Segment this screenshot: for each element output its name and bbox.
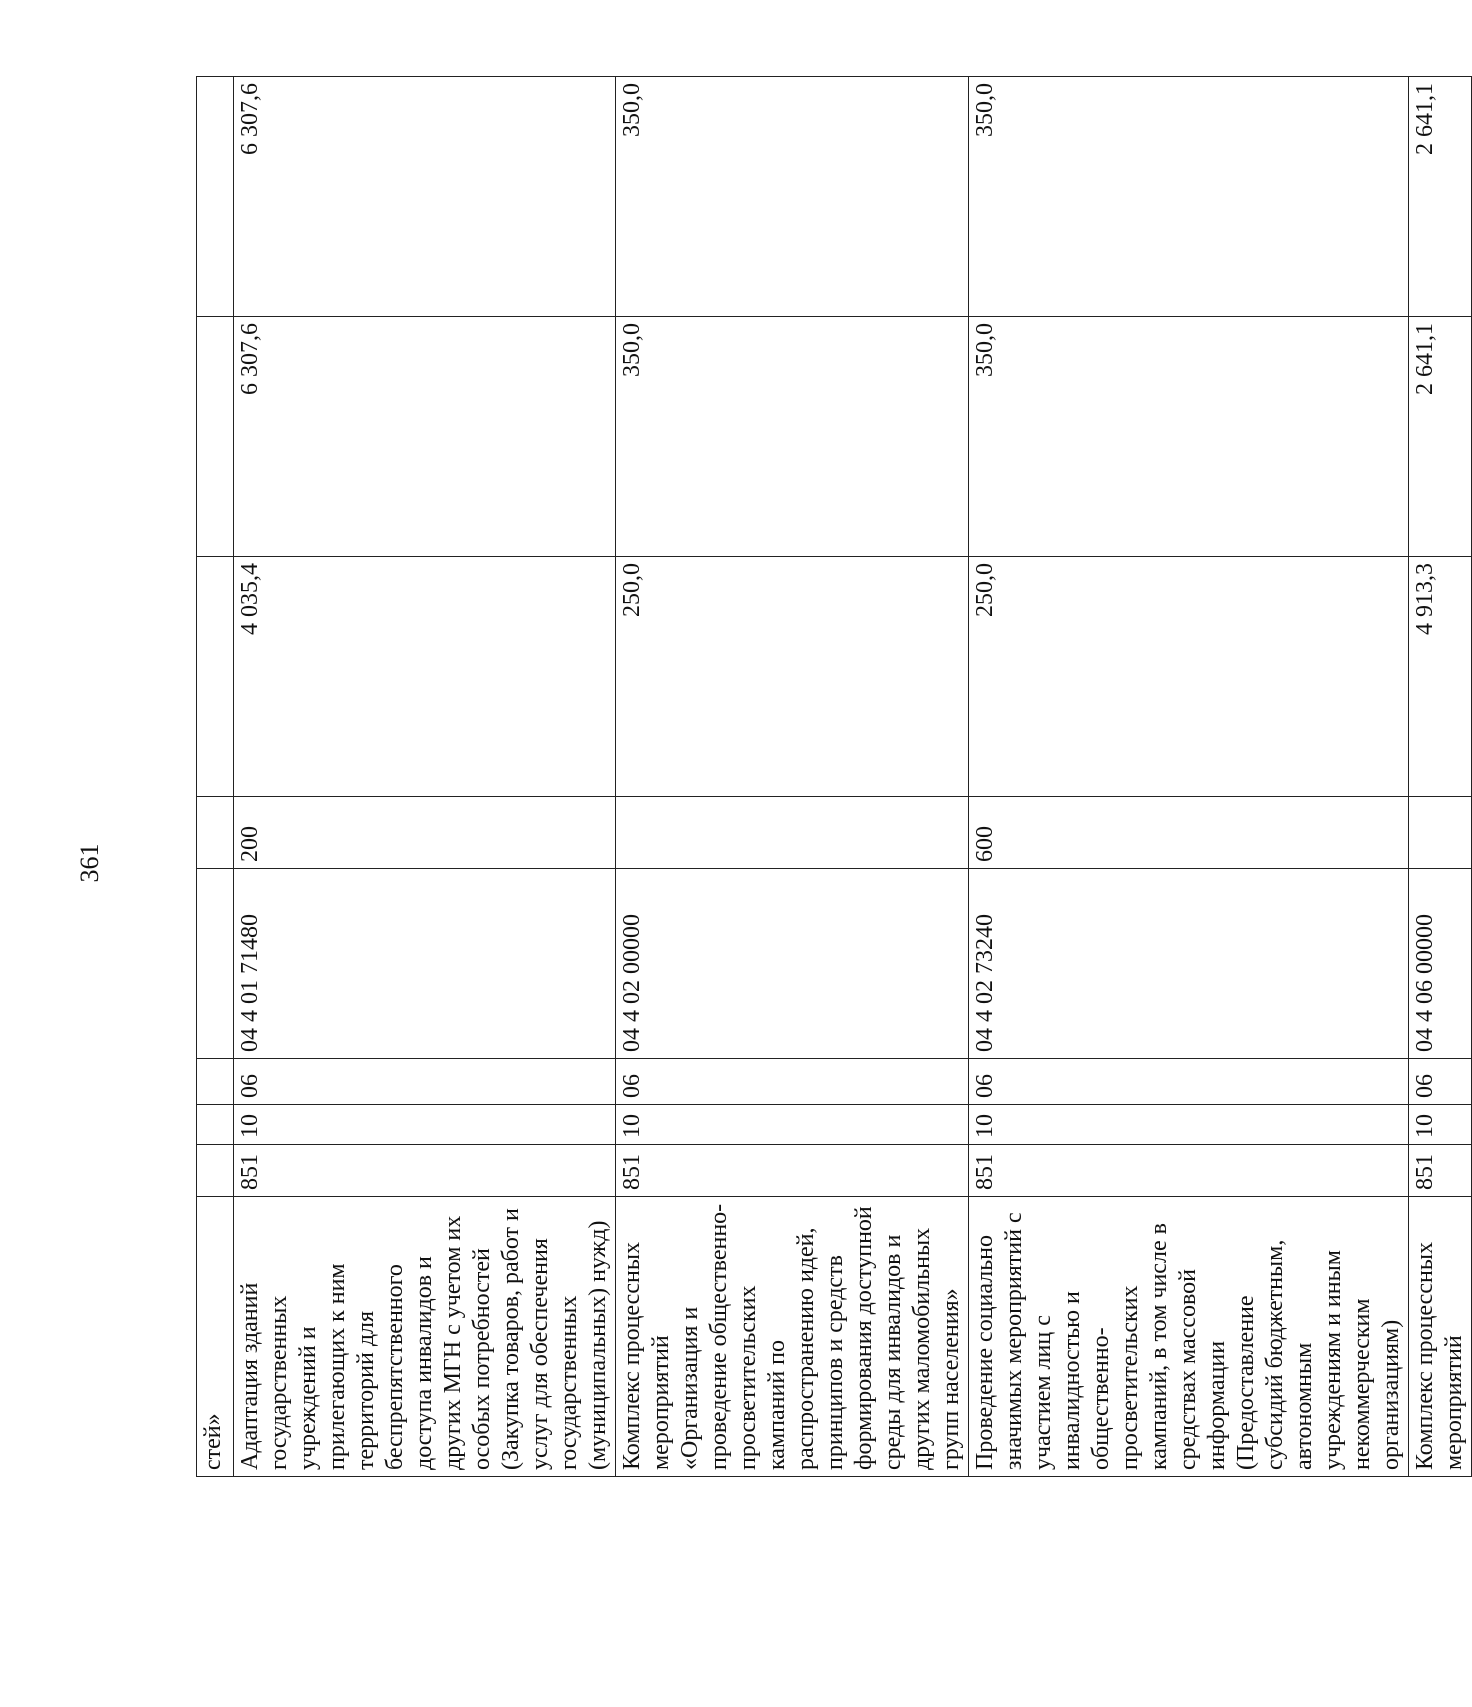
- cell-sum-1: 250,0: [969, 557, 1409, 797]
- table-row: [234, 77, 616, 1477]
- budget-table: [196, 76, 1472, 1477]
- cell-sum-2: 350,0: [969, 317, 1409, 557]
- cell-pr: 06: [234, 1059, 616, 1105]
- cell-rz: 10: [969, 1105, 1409, 1145]
- cell-grbs: 851: [1409, 1145, 1472, 1197]
- row-name: Комплекс процессных мероприятий «Организация и проведение общественно-просветительских кампаний по распространению идей, принципов и средств формирования доступной среды для инвалидов и других маломобильных групп населения»: [616, 1197, 969, 1477]
- cell-sum-1: [197, 557, 234, 797]
- cell-csr: 04 4 02 00000: [616, 869, 969, 1059]
- cell-sum-2: 2 641,1: [1409, 317, 1472, 557]
- row-name: стей»: [197, 1197, 234, 1477]
- table-row: [616, 77, 969, 1477]
- cell-csr: 04 4 02 73240: [969, 869, 1409, 1059]
- cell-sum-3: 6 307,6: [234, 77, 616, 317]
- page-number: 361: [75, 843, 104, 883]
- cell-pr: 06: [1409, 1059, 1472, 1105]
- cell-csr: 04 4 06 00000: [1409, 869, 1472, 1059]
- cell-vr: [1409, 797, 1472, 869]
- cell-vr: [197, 797, 234, 869]
- cell-rz: 10: [1409, 1105, 1472, 1145]
- row-name: Адаптация зданий государственных учреждений и прилегающих к ним территорий для беспрепятственного доступа инвалидов и других МГН с учетом их особых потребностей (Закупка товаров, работ и услуг для обеспечения государственных (муниципальных) нужд): [234, 1197, 616, 1477]
- cell-vr: [616, 797, 969, 869]
- cell-rz: 10: [234, 1105, 616, 1145]
- cell-vr: 600: [969, 797, 1409, 869]
- rotated-table-container: [196, 77, 1467, 1477]
- cell-rz: 10: [616, 1105, 969, 1145]
- cell-sum-1: 4 035,4: [234, 557, 616, 797]
- cell-grbs: 851: [969, 1145, 1409, 1197]
- table-row: [1409, 77, 1472, 1477]
- cell-grbs: 851: [616, 1145, 969, 1197]
- table-row: [197, 77, 234, 1477]
- cell-csr: [197, 869, 234, 1059]
- cell-sum-1: 250,0: [616, 557, 969, 797]
- cell-grbs: 851: [234, 1145, 616, 1197]
- cell-sum-3: [197, 77, 234, 317]
- table-row: [969, 77, 1409, 1477]
- row-name: Комплекс процессных мероприятий: [1409, 1197, 1472, 1477]
- cell-vr: 200: [234, 797, 616, 869]
- cell-sum-2: [197, 317, 234, 557]
- cell-grbs: [197, 1145, 234, 1197]
- cell-rz: [197, 1105, 234, 1145]
- cell-sum-3: 350,0: [969, 77, 1409, 317]
- cell-pr: 06: [616, 1059, 969, 1105]
- cell-sum-3: 2 641,1: [1409, 77, 1472, 317]
- cell-sum-2: 350,0: [616, 317, 969, 557]
- cell-sum-2: 6 307,6: [234, 317, 616, 557]
- cell-csr: 04 4 01 71480: [234, 869, 616, 1059]
- cell-sum-1: 4 913,3: [1409, 557, 1472, 797]
- cell-sum-3: 350,0: [616, 77, 969, 317]
- cell-pr: 06: [969, 1059, 1409, 1105]
- row-name: Проведение социально значимых мероприятий с участием лиц с инвалидностью и общественно-просветительских кампаний, в том числе в средствах массовой информации (Предоставление субсидий бюджетным, автономным учреждениям и иным некоммерческим организациям): [969, 1197, 1409, 1477]
- cell-pr: [197, 1059, 234, 1105]
